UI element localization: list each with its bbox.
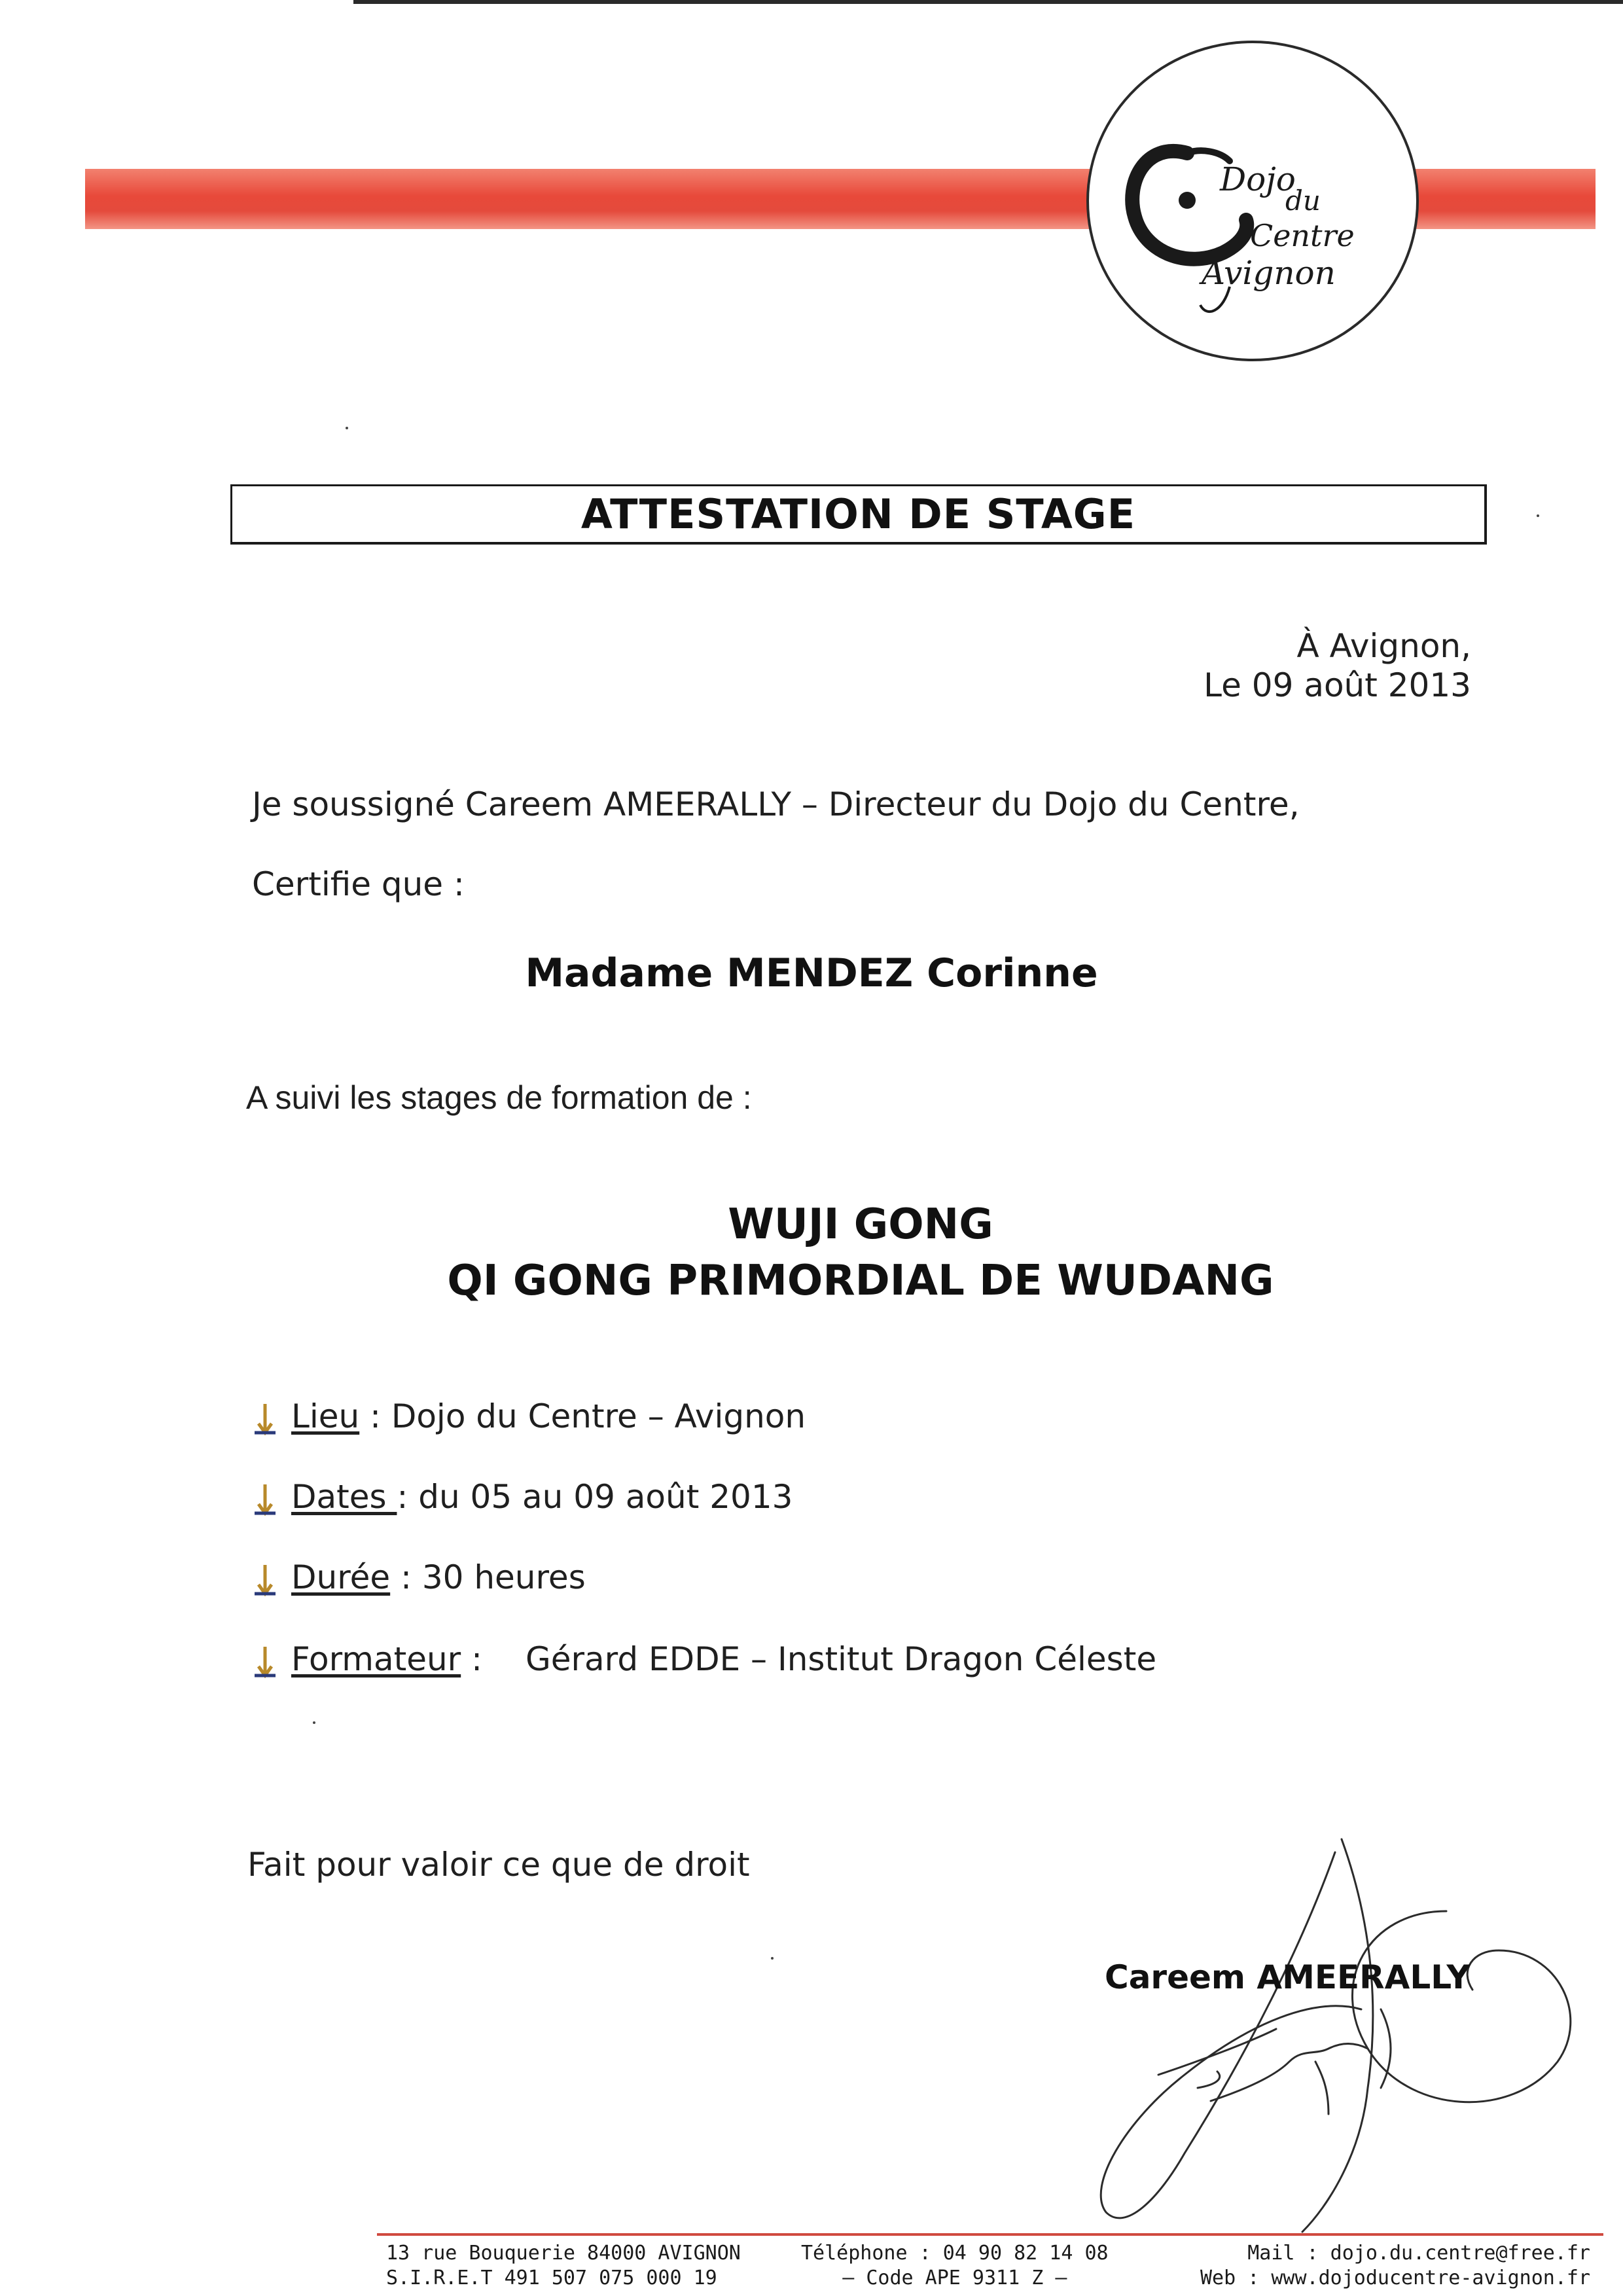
followed-line: A suivi les stages de formation de : [246,1079,752,1116]
detail-label-lieu: Lieu [291,1397,360,1435]
detail-separator: : [390,1558,422,1596]
date-line: Le 09 août 2013 [1204,666,1471,704]
detail-value-lieu: Dojo du Centre – Avignon [391,1397,806,1435]
detail-separator: : [397,1478,419,1516]
detail-separator: : [359,1397,391,1435]
signatory-name: Careem AMEERALLY [1105,1958,1471,1996]
detail-label-duree: Durée [291,1558,391,1596]
intro-statement: Je soussigné Careem AMEERALLY – Directeur du Dojo du Centre, [252,785,1300,823]
title-box [230,484,1487,545]
closing-statement: Fait pour valoir ce que de droit [247,1846,750,1884]
footer-ape: – Code APE 9311 Z – [842,2267,1067,2289]
arrow-down-bullet-icon [252,1482,278,1517]
detail-row-lieu [252,1397,806,1443]
footer-address-block [386,2241,741,2291]
footer-red-rule [377,2233,1603,2236]
handwritten-signature-icon [910,1813,1597,2258]
logo-word-avignon: Avignon [1202,254,1336,292]
course-title-line-2: QI GONG PRIMORDIAL DE WUDANG [447,1257,1274,1305]
footer-phone: Téléphone : 04 90 82 14 08 [801,2242,1109,2265]
person-name: Madame MENDEZ Corinne [525,950,1098,996]
arrow-down-bullet-icon [252,1401,278,1437]
arrow-down-bullet-icon [252,1644,278,1679]
top-border-line [353,0,1623,4]
scan-speck [1537,514,1539,517]
footer-siret: S.I.R.E.T 491 507 075 000 19 [386,2267,717,2289]
scan-speck [771,1957,774,1960]
detail-row-duree [252,1558,586,1604]
detail-label-dates: Dates [291,1478,397,1516]
logo-dot-icon [1179,192,1196,209]
detail-row-dates [252,1478,793,1524]
detail-value-formateur: Gérard EDDE – Institut Dragon Céleste [525,1640,1157,1678]
footer-web: Web : www.dojoducentre-avignon.fr [1200,2267,1590,2289]
arrow-down-bullet-icon [252,1562,278,1598]
detail-row-formateur [252,1640,1156,1686]
detail-value-dates: du 05 au 09 août 2013 [418,1478,793,1516]
footer-mail: Mail : dojo.du.centre@free.fr [1247,2242,1590,2265]
dojo-logo [1086,41,1419,361]
logo-word-centre: Centre [1250,218,1355,253]
logo-word-du: du [1285,185,1321,217]
detail-separator: : [461,1640,482,1678]
certify-line: Certifie que : [252,865,465,903]
detail-value-duree: 30 heures [421,1558,586,1596]
footer-address: 13 rue Bouquerie 84000 AVIGNON [386,2242,741,2265]
course-title-line-1: WUJI GONG [728,1200,993,1249]
logo-word-dojo: Dojo [1220,160,1296,198]
scan-speck [313,1721,315,1724]
footer-phone-block [801,2241,1109,2291]
place-line: À Avignon, [1296,627,1471,665]
dojo-logo-graphic [1089,43,1421,364]
detail-label-formateur: Formateur [291,1640,461,1678]
document-title: ATTESTATION DE STAGE [580,490,1136,538]
scan-speck [346,427,348,429]
footer-contact-block [1200,2241,1590,2291]
